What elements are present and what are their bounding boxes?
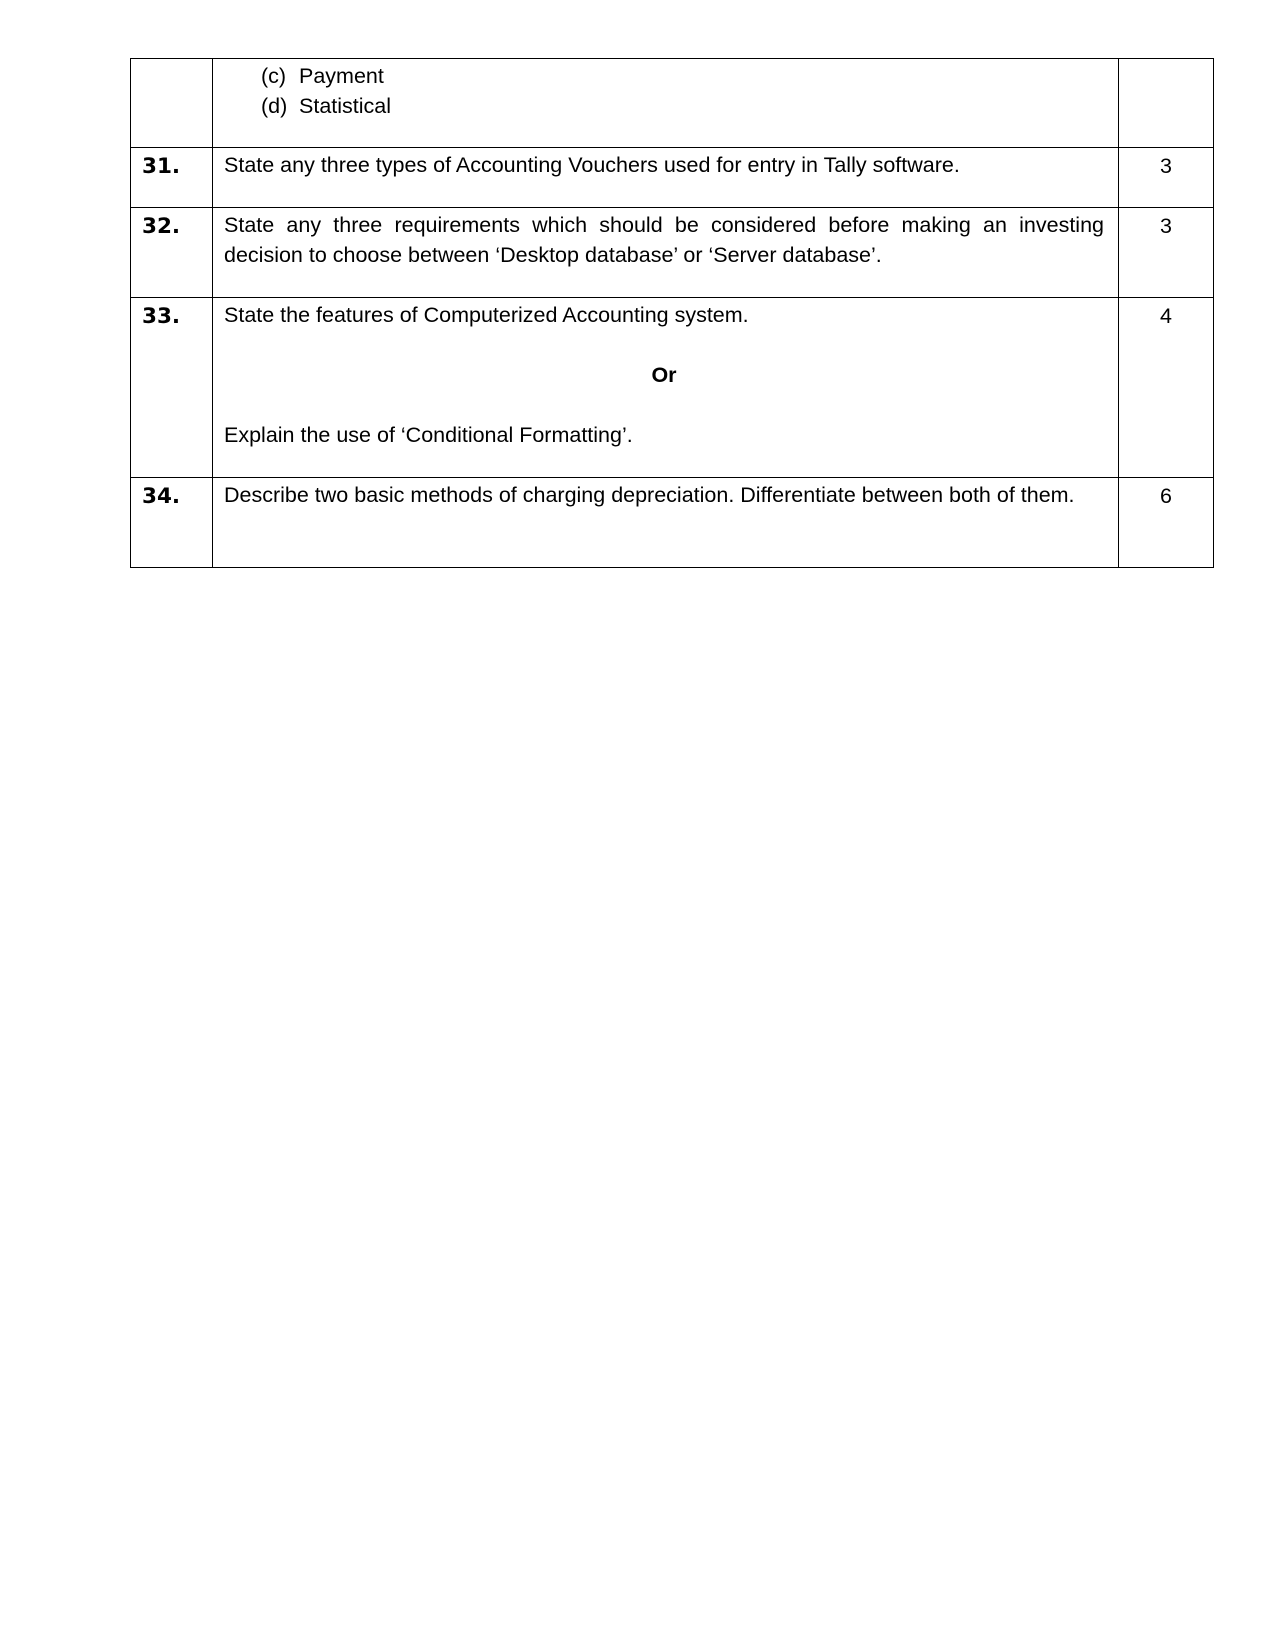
question-text-line: Describe two basic methods of charging depreciation. Differentiate between both of them. <box>224 483 1075 507</box>
question-text-cell <box>213 59 1119 148</box>
question-text-line: State the features of Computerized Accounting system. <box>224 303 749 327</box>
alternate-question-text: Explain the use of ‘Conditional Formatting’. <box>224 423 633 447</box>
question-marks: 3 <box>1119 208 1214 298</box>
table-row-q33 <box>131 298 1214 478</box>
question-marks: 4 <box>1119 298 1214 478</box>
option-key: (c) <box>261 64 287 88</box>
question-number: 34. <box>131 478 213 568</box>
table-row-q34 <box>131 478 1214 568</box>
or-label: Or <box>651 363 677 387</box>
table-row-q32 <box>131 208 1214 298</box>
option-item <box>261 91 1104 121</box>
option-key: (d) <box>261 94 288 118</box>
marks-cell <box>1119 59 1214 148</box>
question-number: 33. <box>131 298 213 478</box>
question-text-line: State any three types of Accounting Vouchers used for entry in Tally software. <box>224 153 960 177</box>
question-marks: 3 <box>1119 148 1214 208</box>
question-number-cell <box>131 59 213 148</box>
option-text: Statistical <box>299 94 392 118</box>
question-marks: 6 <box>1119 478 1214 568</box>
table-row-q31 <box>131 148 1214 208</box>
question-number: 32. <box>131 208 213 298</box>
question-number: 31. <box>131 148 213 208</box>
question-text-line: State any three requirements which should be considered before making an investing decision to choose between ‘Desktop database’ or ‘Server database’. <box>224 213 1104 267</box>
question-text <box>213 148 1119 208</box>
option-list <box>224 61 1104 121</box>
option-text: Payment <box>299 64 384 88</box>
table-row-continuation <box>131 59 1214 148</box>
question-text <box>213 208 1119 298</box>
question-table <box>130 58 1214 568</box>
question-text <box>213 478 1119 568</box>
option-item <box>261 61 1104 91</box>
question-text <box>213 298 1119 478</box>
